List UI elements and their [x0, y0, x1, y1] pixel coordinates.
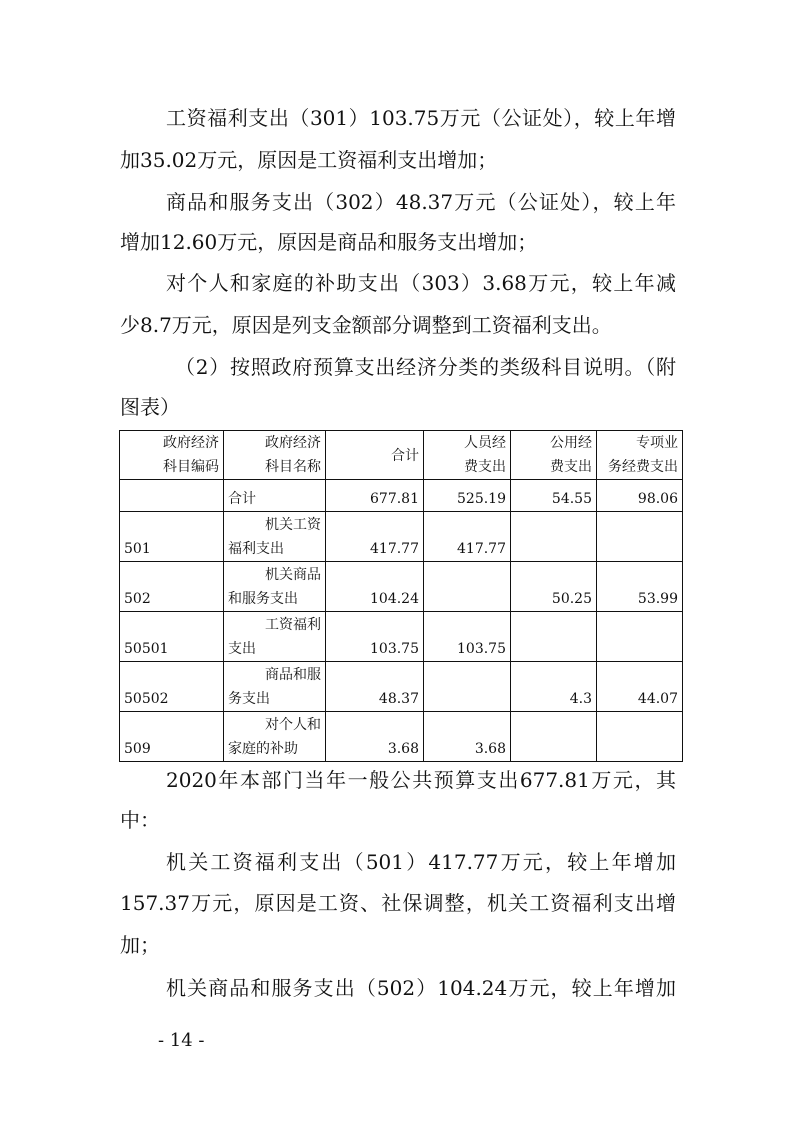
section-heading: （2）按照政府预算支出经济分类的类级科目说明。（附	[175, 355, 676, 379]
total-cell: 417.77	[326, 512, 424, 562]
paragraph-line: 对个人和家庭的补助支出（303）3.68万元，较上年减	[166, 271, 676, 295]
total-cell: 103.75	[326, 612, 424, 662]
personnel-cell: 3.68	[424, 712, 511, 762]
header-cell: 公用经 费支出	[511, 431, 597, 480]
table-row	[120, 712, 683, 762]
table-row	[120, 480, 683, 512]
paragraph-line: 加；	[120, 933, 160, 957]
name-cell: 机关商品 和服务支出	[224, 562, 326, 612]
public-cell	[511, 712, 597, 762]
public-cell	[511, 612, 597, 662]
total-cell: 3.68	[326, 712, 424, 762]
code-cell: 50501	[120, 612, 224, 662]
code-cell: 501	[120, 512, 224, 562]
budget-table	[119, 430, 683, 762]
total-cell: 48.37	[326, 662, 424, 712]
name-cell: 工资福利 支出	[224, 612, 326, 662]
code-cell: 502	[120, 562, 224, 612]
special-cell: 98.06	[597, 480, 683, 512]
special-cell: 44.07	[597, 662, 683, 712]
name-cell: 对个人和 家庭的补助	[224, 712, 326, 762]
personnel-cell: 525.19	[424, 480, 511, 512]
paragraph-line: 157.37万元，原因是工资、社保调整，机关工资福利支出增	[120, 891, 676, 915]
public-cell: 50.25	[511, 562, 597, 612]
personnel-cell	[424, 662, 511, 712]
table-row	[120, 662, 683, 712]
personnel-cell	[424, 562, 511, 612]
header-cell: 政府经济 科目编码	[120, 431, 224, 480]
paragraph-line: 增加12.60万元，原因是商品和服务支出增加；	[120, 230, 538, 254]
special-cell: 53.99	[597, 562, 683, 612]
paragraph-line: 少8.7万元，原因是列支金额部分调整到工资福利支出。	[120, 313, 612, 337]
paragraph-line: 机关商品和服务支出（502）104.24万元，较上年增加	[166, 976, 676, 1000]
special-cell	[597, 712, 683, 762]
code-cell: 509	[120, 712, 224, 762]
special-cell	[597, 512, 683, 562]
total-cell: 104.24	[326, 562, 424, 612]
paragraph-line: 商品和服务支出（302）48.37万元（公证处），较上年	[166, 190, 676, 214]
public-cell: 54.55	[511, 480, 597, 512]
public-cell: 4.3	[511, 662, 597, 712]
table-row	[120, 562, 683, 612]
header-cell: 合计	[326, 431, 424, 480]
name-cell: 合计	[224, 480, 326, 512]
header-cell: 人员经 费支出	[424, 431, 511, 480]
personnel-cell: 103.75	[424, 612, 511, 662]
paragraph-line: 中：	[120, 808, 160, 832]
paragraph-line: 2020年本部门当年一般公共预算支出677.81万元，其	[166, 768, 676, 792]
name-cell: 机关工资 福利支出	[224, 512, 326, 562]
table-header-row	[120, 431, 683, 480]
header-cell: 专项业 务经费支出	[597, 431, 683, 480]
total-cell: 677.81	[326, 480, 424, 512]
code-cell: 50502	[120, 662, 224, 712]
table-row	[120, 612, 683, 662]
table-row	[120, 512, 683, 562]
page-number: - 14 -	[158, 1030, 205, 1051]
public-cell	[511, 512, 597, 562]
special-cell	[597, 612, 683, 662]
header-cell: 政府经济 科目名称	[224, 431, 326, 480]
name-cell: 商品和服 务支出	[224, 662, 326, 712]
paragraph-line: 加35.02万元，原因是工资福利支出增加；	[120, 148, 498, 172]
paragraph-line: 机关工资福利支出（501）417.77万元，较上年增加	[166, 850, 676, 874]
section-heading: 图表）	[120, 395, 180, 419]
paragraph-line: 工资福利支出（301）103.75万元（公证处），较上年增	[166, 106, 676, 130]
code-cell	[120, 480, 224, 512]
personnel-cell: 417.77	[424, 512, 511, 562]
